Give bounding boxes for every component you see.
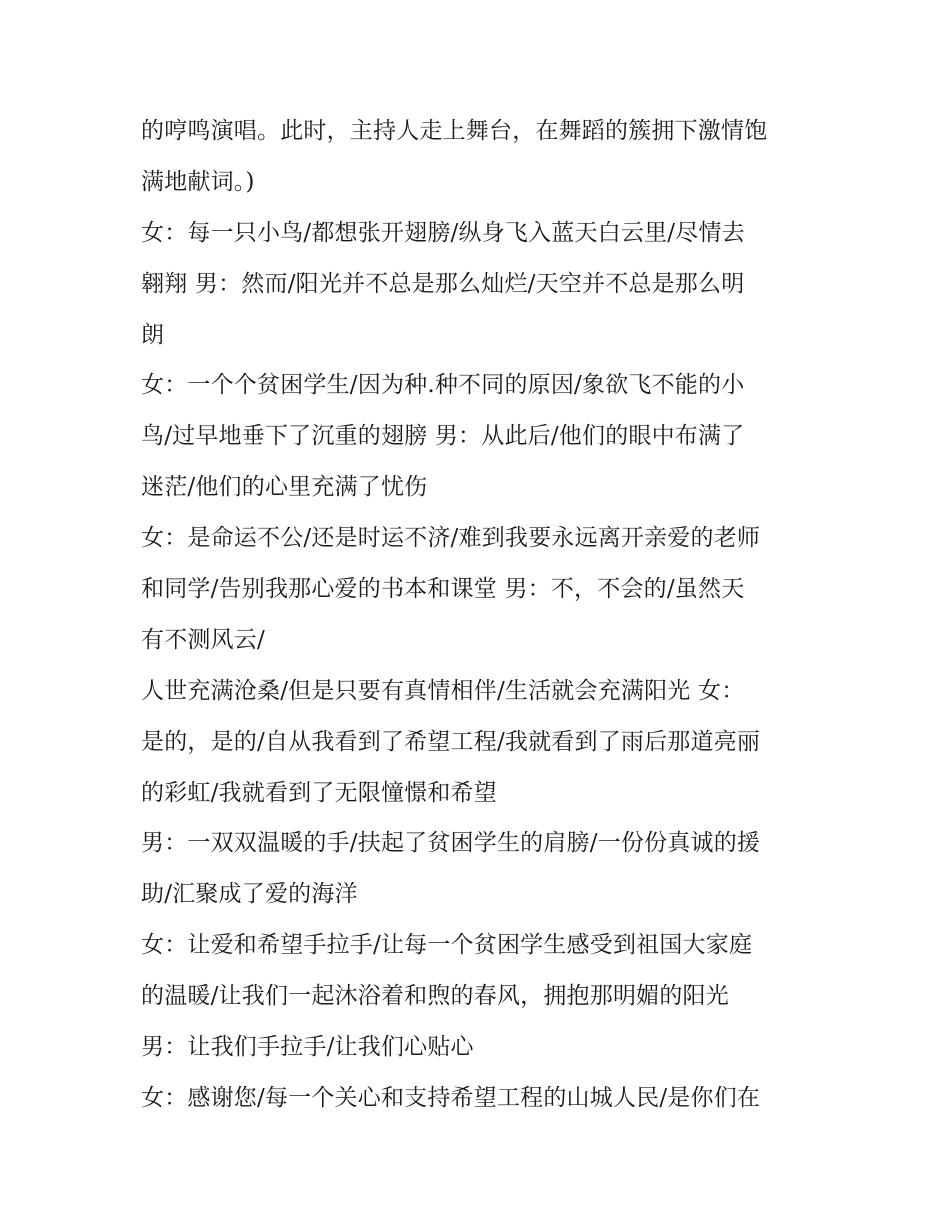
text-line: 女：每一只小鸟/都想张开翅膀/纵身飞入蓝天白云里/尽情去 [141,219,745,246]
text-line: 女：是命运不公/还是时运不济/难到我要永远离开亲爱的老师 [141,525,761,552]
text-line: 有不测风云/ [141,626,265,653]
text-line: 女：让爱和希望手拉手/让每一个贫困学生感受到祖国大家庭 [141,932,753,959]
text-line: 女：一个个贫困学生/因为种.种不同的原因/象欲飞不能的小 [141,372,745,399]
text-line: 朗 [141,321,165,348]
text-line: 女：感谢您/每一个关心和支持希望工程的山城人民/是你们在 [141,1084,761,1111]
text-line: 鸟/过早地垂下了沉重的翅膀 男：从此后/他们的眼中布满了 [141,423,745,450]
text-line: 男：让我们手拉手/让我们心贴心 [141,1034,474,1061]
text-line: 的彩虹/我就看到了无限憧憬和希望 [141,779,497,806]
text-line: 男：一双双温暖的手/扶起了贫困学生的肩膀/一份份真诚的援 [141,830,761,857]
text-line: 和同学/告别我那心爱的书本和课堂 男：不，不会的/虽然天 [141,576,745,603]
text-line: 的哼鸣演唱。此时，主持人走上舞台，在舞蹈的簇拥下激情饱 [141,118,768,144]
text-line: 翱翔 男：然而/阳光并不总是那么灿烂/天空并不总是那么明 [141,270,745,297]
text-line: 满地献词。) [141,168,255,195]
text-line: 助/汇聚成了爱的海洋 [141,881,358,908]
text-line: 的温暖/让我们一起沐浴着和煦的春风，拥抱那明媚的阳光 [141,983,729,1010]
text-line: 是的，是的/自从我看到了希望工程/我就看到了雨后那道亮丽 [141,728,761,755]
text-line: 人世充满沧桑/但是只要有真情相伴/生活就会充满阳光 女： [141,677,745,704]
text-line: 迷茫/他们的心里充满了忧伤 [141,474,428,501]
script-text-body [141,106,821,1124]
